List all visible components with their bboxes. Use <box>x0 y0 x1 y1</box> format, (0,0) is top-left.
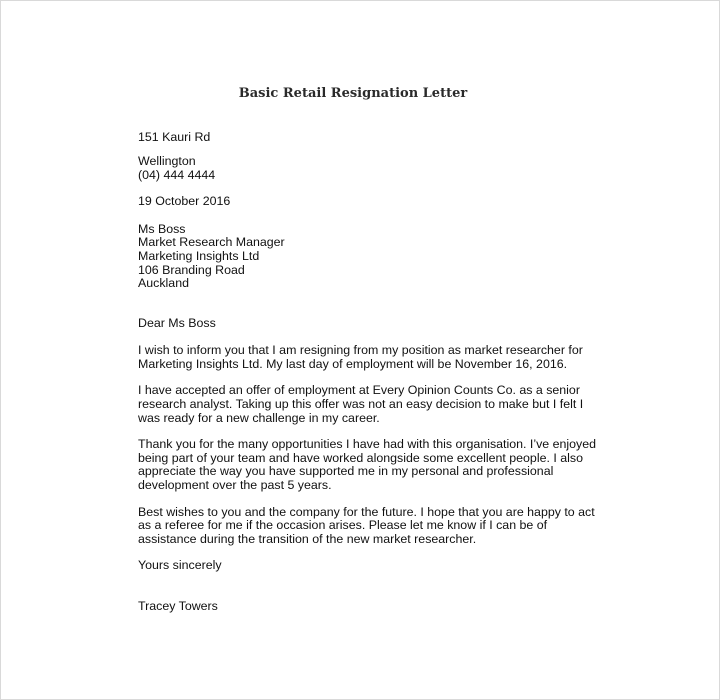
paragraph-line: development over the past 5 years. <box>138 478 332 492</box>
sender-phone: (04) 444 4444 <box>138 168 216 182</box>
paragraph-line: being part of your team and have worked alongside some excellent people. I also <box>138 451 583 465</box>
closing: Yours sincerely <box>138 558 222 572</box>
paragraph-line: I wish to inform you that I am resigning from my position as market researcher for <box>138 343 583 357</box>
paragraph-line: Marketing Insights Ltd. My last day of employment will be November 16, 2016. <box>138 357 568 371</box>
paragraph-line: as a referee for me if the occasion arises. Please let me know if I can be of <box>138 518 548 532</box>
paragraph-line: Thank you for the many opportunities I have had with this organisation. I’ve enjoyed <box>138 437 597 451</box>
recipient-line: Market Research Manager <box>138 235 285 249</box>
paragraph-line: appreciate the way you have supported me in my personal and professional <box>138 464 554 478</box>
paragraph-line: I have accepted an offer of employment at Every Opinion Counts Co. as a senior <box>138 383 580 397</box>
sender-city: Wellington <box>138 154 196 168</box>
paragraph-line: was ready for a new challenge in my career. <box>138 411 380 425</box>
recipient-line: Ms Boss <box>138 222 186 236</box>
salutation: Dear Ms Boss <box>138 316 216 330</box>
recipient-line: 106 Branding Road <box>138 263 245 277</box>
paragraph-line: assistance during the transition of the new market researcher. <box>138 532 477 546</box>
letter-title: Basic Retail Resignation Letter <box>238 86 468 101</box>
recipient-line: Marketing Insights Ltd <box>138 249 260 263</box>
recipient-line: Auckland <box>138 276 189 290</box>
sender-street: 151 Kauri Rd <box>138 130 211 144</box>
paragraph-line: Best wishes to you and the company for the future. I hope that you are happy to act <box>138 505 595 519</box>
paragraph-line: research analyst. Taking up this offer was not an easy decision to make but I felt I <box>138 397 584 411</box>
letter-date: 19 October 2016 <box>138 194 231 208</box>
signature-name: Tracey Towers <box>138 599 218 613</box>
